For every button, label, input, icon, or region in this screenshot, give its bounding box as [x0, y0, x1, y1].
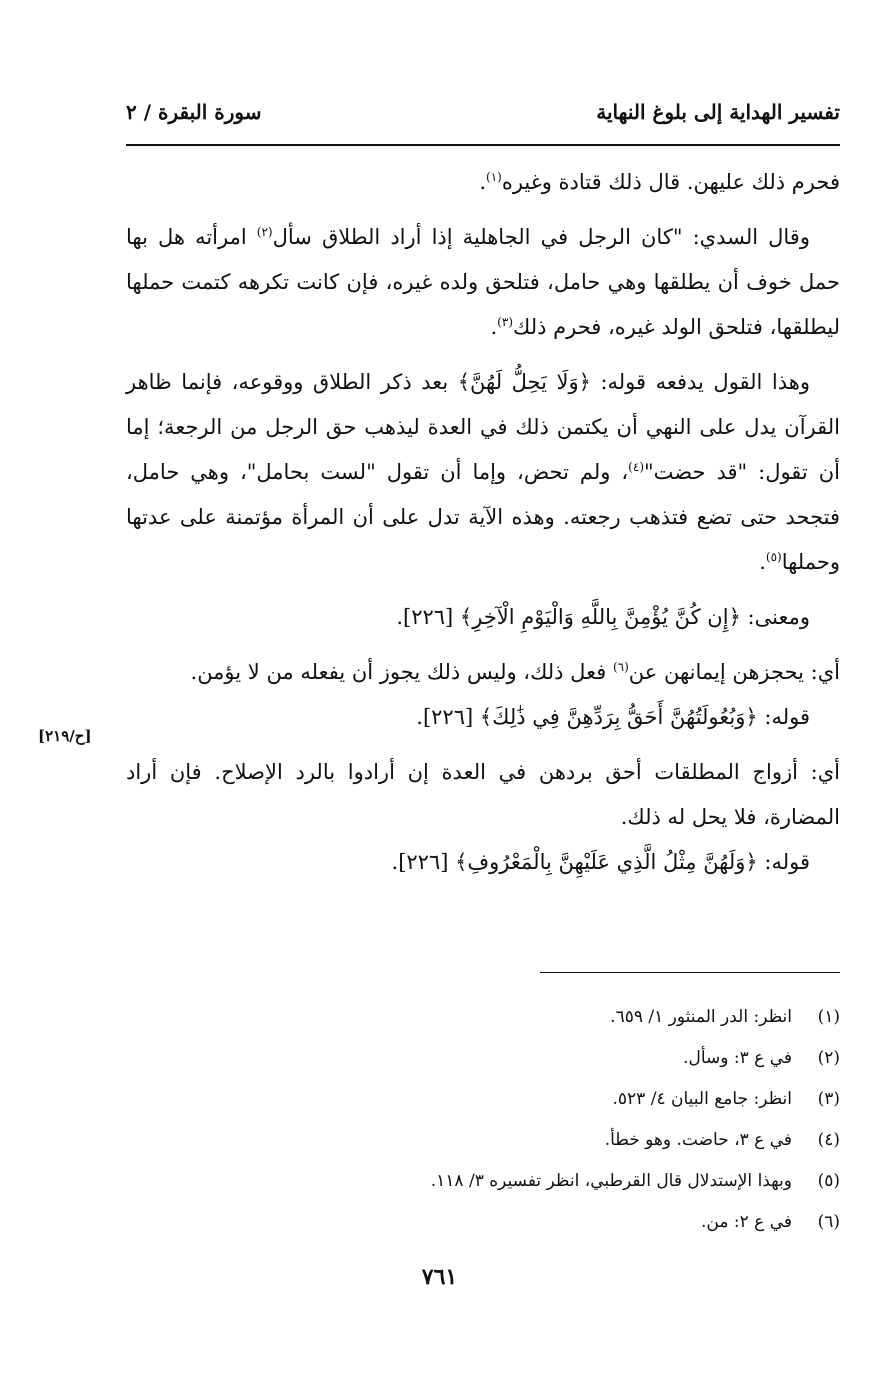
- footnote-number: (٥): [817, 1170, 840, 1191]
- footnote-text: انظر: الدر المنثور ١/ ٦٥٩.: [610, 1006, 792, 1027]
- footnote-ref[interactable]: (٦): [612, 660, 629, 674]
- footnote-text: وبهذا الإستدلال قال القرطبي، انظر تفسيره ٣/ ١١٨.: [430, 1170, 792, 1191]
- footnote-item: [126, 1037, 840, 1078]
- footnote-separator: [540, 972, 840, 973]
- footnote-number: (١): [817, 1006, 840, 1027]
- page-number: ٧٦١: [421, 1264, 458, 1290]
- paragraph-3: وهذا القول يدفعه قوله: ﴿وَلَا يَحِلُّ لَهُنَّ﴾ بعد ذكر الطلاق ووقوعه، فإنما ظاهر القرآن يدل على النهي أن يكتمن ذلك في العدة ليذهب حق الرجل من الرجعة؛ إما أن تقول: "قد حضت"$^{(٤)}$، ولم تحض، وإما أن تقول "لست بحامل"، وهي حامل، فتجحد حتى تضع فتذهب رجعته. وهذه الآية تدل على أن المرأة مؤتمنة على عدتها وحملها$^{(٥)}$.: [126, 370, 840, 574]
- footnote-number: (٢): [817, 1047, 840, 1068]
- quran-verse: ﴿وَلَا يَحِلُّ لَهُنَّ﴾: [457, 370, 591, 394]
- footnote-ref[interactable]: (٤): [628, 460, 644, 474]
- footnotes: [126, 996, 840, 1242]
- surah-label: سورة البقرة / ٢: [126, 100, 262, 124]
- paragraph-7: أي: أزواج المطلقات أحق بردهن في العدة إن أرادوا بالرد الإصلاح. فإن أراد المضارة، فلا يحل له ذلك.: [126, 760, 840, 829]
- footnote-number: (٤): [817, 1129, 840, 1150]
- paragraph-4: ومعنى: ﴿إِن كُنَّ يُؤْمِنَّ بِاللَّهِ وَالْيَوْمِ الْآخِرِ﴾ [٢٢٦].: [396, 605, 810, 629]
- footnote-text: في ع ٣: وسأل.: [683, 1047, 792, 1068]
- footnote-item: [126, 996, 840, 1037]
- footnote-ref[interactable]: (١): [486, 170, 502, 184]
- quran-verse: ﴿وَبُعُولَتُهُنَّ أَحَقُّ بِرَدِّهِنَّ فِي ذَٰلِكَ﴾: [479, 705, 758, 729]
- footnote-number: (٦): [817, 1211, 840, 1232]
- paragraph-6: قوله: ﴿وَبُعُولَتُهُنَّ أَحَقُّ بِرَدِّهِنَّ فِي ذَٰلِكَ﴾ [٢٢٦].: [416, 705, 810, 729]
- footnote-ref[interactable]: (٥): [765, 550, 782, 564]
- manuscript-folio-ref: [ح/٢١٩]: [38, 727, 92, 745]
- footnote-item: [126, 1078, 840, 1119]
- running-header: [126, 100, 840, 142]
- paragraph-5: أي: يحجزهن إيمانهن عن$^{(٦)}$ فعل ذلك، وليس ذلك يجوز أن يفعله من لا يؤمن.: [190, 660, 840, 684]
- quran-verse: ﴿وَلَهُنَّ مِثْلُ الَّذِي عَلَيْهِنَّ بِالْمَعْرُوفِ﴾: [455, 850, 758, 874]
- paragraph-8: قوله: ﴿وَلَهُنَّ مِثْلُ الَّذِي عَلَيْهِنَّ بِالْمَعْرُوفِ﴾ [٢٢٦].: [391, 850, 810, 874]
- paragraph-2: وقال السدي: "كان الرجل في الجاهلية إذا أراد الطلاق سأل$^{(٢)}$ امرأته هل بها حمل خوف أن يطلقها وهي حامل، فتلحق ولده غيره، فإن كانت تكرهه كتمت حملها ليطلقها، فتلحق الولد غيره، فحرم ذلك$^{(٣)}$.: [126, 225, 840, 339]
- main-text: [126, 160, 840, 885]
- footnote-number: (٣): [817, 1088, 840, 1109]
- paragraph-1: فحرم ذلك عليهن. قال ذلك قتادة وغيره$^{(١)}$.: [479, 170, 840, 194]
- footnote-item: [126, 1160, 840, 1201]
- footnote-ref[interactable]: (٢): [256, 225, 273, 239]
- footnote-item: [126, 1201, 840, 1242]
- quran-verse: ﴿إِن كُنَّ يُؤْمِنَّ بِاللَّهِ وَالْيَوْمِ الْآخِرِ﴾: [459, 605, 741, 629]
- footnote-item: [126, 1119, 840, 1160]
- footnote-text: في ع ٢: من.: [701, 1211, 792, 1232]
- book-title: تفسير الهداية إلى بلوغ النهاية: [596, 100, 840, 124]
- footnote-text: في ع ٣، حاضت. وهو خطأ.: [604, 1129, 792, 1150]
- header-rule: [126, 144, 840, 146]
- footnote-ref[interactable]: (٣): [497, 315, 513, 329]
- footnote-text: انظر: جامع البيان ٤/ ٥٢٣.: [612, 1088, 792, 1109]
